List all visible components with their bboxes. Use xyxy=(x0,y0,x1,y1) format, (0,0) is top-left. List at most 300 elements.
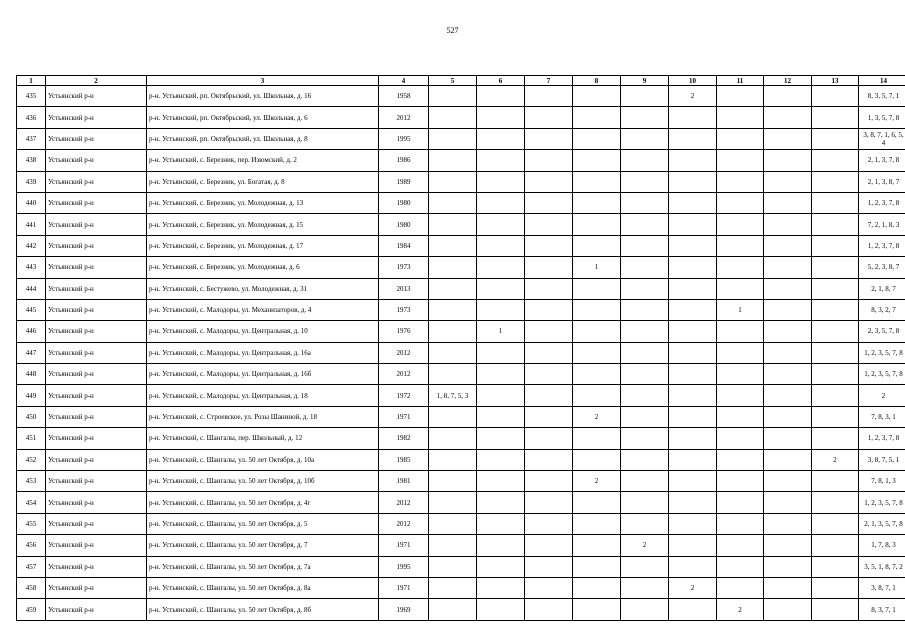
col7-cell xyxy=(525,556,573,577)
col11-cell xyxy=(717,385,764,406)
col11-cell xyxy=(717,535,764,556)
col10-cell xyxy=(669,192,717,213)
table-row xyxy=(17,364,905,385)
col7-cell xyxy=(525,107,573,128)
col9-cell xyxy=(621,513,669,534)
col5-cell xyxy=(429,342,477,363)
col8-cell xyxy=(573,513,621,534)
column-header-6: 6 xyxy=(477,76,525,86)
address-cell: р-н. Устьянский, с. Бестужево, ул. Молодежная, д. 31 xyxy=(147,278,379,299)
col12-cell xyxy=(764,513,812,534)
row-number: 456 xyxy=(17,535,46,556)
col11-cell: 1 xyxy=(717,299,764,320)
col11-cell xyxy=(717,342,764,363)
col9-cell xyxy=(621,192,669,213)
col9-cell xyxy=(621,150,669,171)
column-header-1: 1 xyxy=(17,76,46,86)
col7-cell xyxy=(525,577,573,598)
col13-cell xyxy=(812,235,859,256)
col13-cell xyxy=(812,406,859,427)
column-header-12: 12 xyxy=(764,76,812,86)
district-cell: Устьянский р-н xyxy=(46,513,147,534)
col5-cell xyxy=(429,192,477,213)
column-header-13: 13 xyxy=(812,76,859,86)
col5-cell xyxy=(429,171,477,192)
table-row xyxy=(17,278,905,299)
col12-cell xyxy=(764,150,812,171)
col6-cell xyxy=(477,214,525,235)
col8-cell xyxy=(573,192,621,213)
district-cell: Устьянский р-н xyxy=(46,535,147,556)
col14-cell: 7, 8, 1, 3 xyxy=(859,471,905,492)
col12-cell xyxy=(764,556,812,577)
col11-cell xyxy=(717,406,764,427)
col14-cell: 5, 2, 3, 8, 7 xyxy=(859,257,905,278)
col13-cell xyxy=(812,321,859,342)
table-row xyxy=(17,535,905,556)
col12-cell xyxy=(764,492,812,513)
column-header-8: 8 xyxy=(573,76,621,86)
address-cell: р-н. Устьянский, рп. Октябрьский, ул. Школьная, д. 8 xyxy=(147,128,379,149)
table-row xyxy=(17,577,905,598)
col6-cell xyxy=(477,171,525,192)
address-cell: р-н. Устьянский, рп. Октябрьский, ул. Школьная, д. 6 xyxy=(147,107,379,128)
col5-cell xyxy=(429,86,477,107)
address-cell: р-н. Устьянский, с. Строевское, ул. Розы Шаниной, д. 18 xyxy=(147,406,379,427)
col12-cell xyxy=(764,577,812,598)
col6-cell xyxy=(477,299,525,320)
col11-cell xyxy=(717,577,764,598)
col12-cell xyxy=(764,321,812,342)
col7-cell xyxy=(525,449,573,470)
col6-cell xyxy=(477,192,525,213)
year-cell: 2012 xyxy=(379,513,429,534)
col13-cell xyxy=(812,150,859,171)
col13-cell xyxy=(812,364,859,385)
col9-cell xyxy=(621,471,669,492)
column-header-7: 7 xyxy=(525,76,573,86)
address-cell: р-н. Устьянский, с. Малодоры, ул. Механизаторов, д. 4 xyxy=(147,299,379,320)
address-cell: р-н. Устьянский, с. Березник, ул. Молодежная, д. 15 xyxy=(147,214,379,235)
district-cell: Устьянский р-н xyxy=(46,192,147,213)
year-cell: 2012 xyxy=(379,364,429,385)
col9-cell xyxy=(621,299,669,320)
col5-cell xyxy=(429,299,477,320)
address-cell: р-н. Устьянский, с. Малодоры, ул. Центральная, д. 16б xyxy=(147,364,379,385)
row-number: 459 xyxy=(17,599,46,620)
district-cell: Устьянский р-н xyxy=(46,492,147,513)
col8-cell xyxy=(573,235,621,256)
col10-cell: 2 xyxy=(669,577,717,598)
col11-cell xyxy=(717,556,764,577)
table-row xyxy=(17,150,905,171)
address-cell: р-н. Устьянский, с. Шангалы, ул. 50 лет Октября, д. 7 xyxy=(147,535,379,556)
col8-cell xyxy=(573,385,621,406)
col8-cell xyxy=(573,449,621,470)
address-cell: р-н. Устьянский, с. Березник, ул. Молодежная, д. 13 xyxy=(147,192,379,213)
col5-cell xyxy=(429,150,477,171)
col14-cell: 1, 7, 8, 3 xyxy=(859,535,905,556)
col13-cell xyxy=(812,171,859,192)
col8-cell xyxy=(573,214,621,235)
col12-cell xyxy=(764,385,812,406)
col14-cell: 8, 3, 2, 7 xyxy=(859,299,905,320)
district-cell: Устьянский р-н xyxy=(46,107,147,128)
col7-cell xyxy=(525,321,573,342)
col11-cell xyxy=(717,86,764,107)
col7-cell xyxy=(525,257,573,278)
col5-cell: 1, 8, 7, 5, 3 xyxy=(429,385,477,406)
col11-cell xyxy=(717,107,764,128)
col6-cell xyxy=(477,150,525,171)
col9-cell xyxy=(621,428,669,449)
col11-cell xyxy=(717,235,764,256)
col9-cell xyxy=(621,577,669,598)
col14-cell: 1, 3, 5, 7, 8 xyxy=(859,107,905,128)
col14-cell: 8, 3, 7, 1 xyxy=(859,599,905,620)
col14-cell: 1, 2, 3, 5, 7, 8 xyxy=(859,492,905,513)
col12-cell xyxy=(764,471,812,492)
col7-cell xyxy=(525,364,573,385)
col5-cell xyxy=(429,235,477,256)
col11-cell xyxy=(717,278,764,299)
col13-cell xyxy=(812,192,859,213)
year-cell: 2013 xyxy=(379,278,429,299)
address-cell: р-н. Устьянский, с. Малодоры, ул. Центральная, д. 16а xyxy=(147,342,379,363)
col7-cell xyxy=(525,428,573,449)
col5-cell xyxy=(429,556,477,577)
year-cell: 1986 xyxy=(379,150,429,171)
col5-cell xyxy=(429,449,477,470)
col9-cell xyxy=(621,128,669,149)
table-row xyxy=(17,556,905,577)
address-cell: р-н. Устьянский, с. Малодоры, ул. Центральная, д. 18 xyxy=(147,385,379,406)
col12-cell xyxy=(764,107,812,128)
district-cell: Устьянский р-н xyxy=(46,214,147,235)
table-row xyxy=(17,321,905,342)
col12-cell xyxy=(764,214,812,235)
row-number: 449 xyxy=(17,385,46,406)
col9-cell xyxy=(621,107,669,128)
col5-cell xyxy=(429,513,477,534)
column-header-9: 9 xyxy=(621,76,669,86)
row-number: 452 xyxy=(17,449,46,470)
col10-cell xyxy=(669,321,717,342)
col5-cell xyxy=(429,577,477,598)
col9-cell xyxy=(621,214,669,235)
col10-cell xyxy=(669,406,717,427)
col5-cell xyxy=(429,535,477,556)
col9-cell xyxy=(621,364,669,385)
year-cell: 1985 xyxy=(379,449,429,470)
col8-cell xyxy=(573,86,621,107)
col5-cell xyxy=(429,428,477,449)
table-row xyxy=(17,471,905,492)
row-number: 451 xyxy=(17,428,46,449)
year-cell: 1981 xyxy=(379,471,429,492)
row-number: 457 xyxy=(17,556,46,577)
col7-cell xyxy=(525,235,573,256)
col9-cell xyxy=(621,171,669,192)
district-cell: Устьянский р-н xyxy=(46,599,147,620)
col6-cell xyxy=(477,86,525,107)
row-number: 453 xyxy=(17,471,46,492)
col13-cell xyxy=(812,428,859,449)
row-number: 442 xyxy=(17,235,46,256)
table-row xyxy=(17,406,905,427)
col14-cell: 1, 2, 3, 7, 8 xyxy=(859,235,905,256)
col11-cell xyxy=(717,449,764,470)
col10-cell xyxy=(669,599,717,620)
col10-cell xyxy=(669,150,717,171)
col10-cell xyxy=(669,492,717,513)
col10-cell xyxy=(669,235,717,256)
table-row xyxy=(17,171,905,192)
col11-cell xyxy=(717,364,764,385)
col13-cell xyxy=(812,86,859,107)
col9-cell: 2 xyxy=(621,535,669,556)
year-cell: 1995 xyxy=(379,556,429,577)
col12-cell xyxy=(764,535,812,556)
address-cell: р-н. Устьянский, рп. Октябрьский, ул. Школьная, д. 16 xyxy=(147,86,379,107)
col9-cell xyxy=(621,385,669,406)
col12-cell xyxy=(764,86,812,107)
col13-cell xyxy=(812,342,859,363)
col8-cell xyxy=(573,150,621,171)
column-header-5: 5 xyxy=(429,76,477,86)
district-cell: Устьянский р-н xyxy=(46,471,147,492)
col5-cell xyxy=(429,471,477,492)
col10-cell xyxy=(669,214,717,235)
col7-cell xyxy=(525,513,573,534)
year-cell: 1958 xyxy=(379,86,429,107)
row-number: 450 xyxy=(17,406,46,427)
col11-cell xyxy=(717,513,764,534)
page-number: 527 xyxy=(446,26,459,35)
year-cell: 1971 xyxy=(379,577,429,598)
col12-cell xyxy=(764,278,812,299)
col6-cell xyxy=(477,556,525,577)
row-number: 454 xyxy=(17,492,46,513)
col6-cell xyxy=(477,342,525,363)
col7-cell xyxy=(525,150,573,171)
table-row xyxy=(17,214,905,235)
col11-cell xyxy=(717,471,764,492)
col10-cell xyxy=(669,513,717,534)
col11-cell xyxy=(717,150,764,171)
col14-cell: 2, 1, 3, 5, 7, 8 xyxy=(859,513,905,534)
district-cell: Устьянский р-н xyxy=(46,449,147,470)
row-number: 446 xyxy=(17,321,46,342)
district-cell: Устьянский р-н xyxy=(46,299,147,320)
year-cell: 1971 xyxy=(379,406,429,427)
row-number: 438 xyxy=(17,150,46,171)
address-cell: р-н. Устьянский, с. Березник, ул. Молодежная, д. 6 xyxy=(147,257,379,278)
col13-cell xyxy=(812,492,859,513)
col10-cell xyxy=(669,428,717,449)
district-cell: Устьянский р-н xyxy=(46,171,147,192)
col13-cell xyxy=(812,556,859,577)
col10-cell xyxy=(669,449,717,470)
address-cell: р-н. Устьянский, с. Шангалы, ул. 50 лет Октября, д. 8б xyxy=(147,599,379,620)
col13-cell xyxy=(812,278,859,299)
col5-cell xyxy=(429,257,477,278)
col14-cell: 2 xyxy=(859,385,905,406)
col8-cell xyxy=(573,278,621,299)
col6-cell xyxy=(477,599,525,620)
col7-cell xyxy=(525,86,573,107)
row-number: 455 xyxy=(17,513,46,534)
table-row xyxy=(17,128,905,149)
address-cell: р-н. Устьянский, с. Шангалы, ул. 50 лет Октября, д. 7а xyxy=(147,556,379,577)
address-cell: р-н. Устьянский, с. Березник, ул. Богатая, д. 8 xyxy=(147,171,379,192)
col7-cell xyxy=(525,406,573,427)
col14-cell: 1, 2, 3, 5, 7, 8 xyxy=(859,342,905,363)
year-cell: 1976 xyxy=(379,321,429,342)
col8-cell xyxy=(573,171,621,192)
district-cell: Устьянский р-н xyxy=(46,150,147,171)
district-cell: Устьянский р-н xyxy=(46,577,147,598)
col12-cell xyxy=(764,128,812,149)
district-cell: Устьянский р-н xyxy=(46,385,147,406)
col9-cell xyxy=(621,86,669,107)
col10-cell xyxy=(669,107,717,128)
column-header-10: 10 xyxy=(669,76,717,86)
col5-cell xyxy=(429,599,477,620)
col9-cell xyxy=(621,257,669,278)
col10-cell xyxy=(669,385,717,406)
col6-cell: 1 xyxy=(477,321,525,342)
col6-cell xyxy=(477,107,525,128)
col7-cell xyxy=(525,471,573,492)
district-cell: Устьянский р-н xyxy=(46,556,147,577)
col10-cell xyxy=(669,171,717,192)
col13-cell xyxy=(812,471,859,492)
col12-cell xyxy=(764,192,812,213)
col9-cell xyxy=(621,492,669,513)
year-cell: 1972 xyxy=(379,385,429,406)
table-row xyxy=(17,492,905,513)
col12-cell xyxy=(764,342,812,363)
col5-cell xyxy=(429,364,477,385)
col12-cell xyxy=(764,406,812,427)
address-cell: р-н. Устьянский, с. Березник, ул. Молодежная, д. 17 xyxy=(147,235,379,256)
table-row xyxy=(17,385,905,406)
table-row xyxy=(17,299,905,320)
col11-cell xyxy=(717,321,764,342)
col7-cell xyxy=(525,385,573,406)
col6-cell xyxy=(477,235,525,256)
row-number: 439 xyxy=(17,171,46,192)
table-row xyxy=(17,599,905,620)
year-cell: 1971 xyxy=(379,535,429,556)
col6-cell xyxy=(477,492,525,513)
column-header-11: 11 xyxy=(717,76,764,86)
col6-cell xyxy=(477,406,525,427)
col14-cell: 2, 1, 8, 7 xyxy=(859,278,905,299)
col7-cell xyxy=(525,128,573,149)
col12-cell xyxy=(764,299,812,320)
col8-cell xyxy=(573,128,621,149)
col10-cell xyxy=(669,257,717,278)
col6-cell xyxy=(477,449,525,470)
col12-cell xyxy=(764,235,812,256)
col8-cell xyxy=(573,107,621,128)
address-cell: р-н. Устьянский, с. Шангалы, ул. 50 лет Октября, д. 8а xyxy=(147,577,379,598)
col12-cell xyxy=(764,257,812,278)
col7-cell xyxy=(525,214,573,235)
address-cell: р-н. Устьянский, с. Шангалы, пер. Школьный, д. 12 xyxy=(147,428,379,449)
col12-cell xyxy=(764,599,812,620)
table-row xyxy=(17,342,905,363)
col11-cell xyxy=(717,128,764,149)
registry-table xyxy=(16,75,905,621)
col14-cell: 2, 1, 3, 7, 8 xyxy=(859,150,905,171)
col5-cell xyxy=(429,278,477,299)
row-number: 435 xyxy=(17,86,46,107)
col14-cell: 3, 8, 7, 1, 6, 5, 4 xyxy=(859,128,905,149)
col10-cell xyxy=(669,556,717,577)
year-cell: 1973 xyxy=(379,257,429,278)
col7-cell xyxy=(525,342,573,363)
district-cell: Устьянский р-н xyxy=(46,428,147,449)
col11-cell xyxy=(717,192,764,213)
year-cell: 1995 xyxy=(379,128,429,149)
col7-cell xyxy=(525,535,573,556)
col10-cell xyxy=(669,471,717,492)
header-row xyxy=(17,76,905,86)
col14-cell: 8, 3, 5, 7, 1 xyxy=(859,86,905,107)
col10-cell xyxy=(669,128,717,149)
col14-cell: 2, 3, 5, 7, 8 xyxy=(859,321,905,342)
table-row xyxy=(17,107,905,128)
row-number: 441 xyxy=(17,214,46,235)
col12-cell xyxy=(764,428,812,449)
col14-cell: 3, 8, 7, 1 xyxy=(859,577,905,598)
col8-cell xyxy=(573,577,621,598)
row-number: 445 xyxy=(17,299,46,320)
district-cell: Устьянский р-н xyxy=(46,342,147,363)
year-cell: 2012 xyxy=(379,492,429,513)
col14-cell: 7, 8, 3, 1 xyxy=(859,406,905,427)
col6-cell xyxy=(477,128,525,149)
col11-cell xyxy=(717,492,764,513)
col12-cell xyxy=(764,449,812,470)
table-row xyxy=(17,428,905,449)
col13-cell xyxy=(812,214,859,235)
column-header-14: 14 xyxy=(859,76,905,86)
row-number: 436 xyxy=(17,107,46,128)
col13-cell xyxy=(812,299,859,320)
address-cell: р-н. Устьянский, с. Шангалы, ул. 50 лет Октября, д. 4г xyxy=(147,492,379,513)
col13-cell xyxy=(812,107,859,128)
col14-cell: 7, 2, 1, 8, 3 xyxy=(859,214,905,235)
col8-cell xyxy=(573,299,621,320)
col9-cell xyxy=(621,278,669,299)
col13-cell xyxy=(812,513,859,534)
col7-cell xyxy=(525,192,573,213)
col8-cell xyxy=(573,535,621,556)
col6-cell xyxy=(477,535,525,556)
col13-cell xyxy=(812,128,859,149)
year-cell: 1982 xyxy=(379,428,429,449)
col11-cell: 2 xyxy=(717,599,764,620)
district-cell: Устьянский р-н xyxy=(46,321,147,342)
col9-cell xyxy=(621,556,669,577)
row-number: 448 xyxy=(17,364,46,385)
col5-cell xyxy=(429,492,477,513)
table-row xyxy=(17,235,905,256)
